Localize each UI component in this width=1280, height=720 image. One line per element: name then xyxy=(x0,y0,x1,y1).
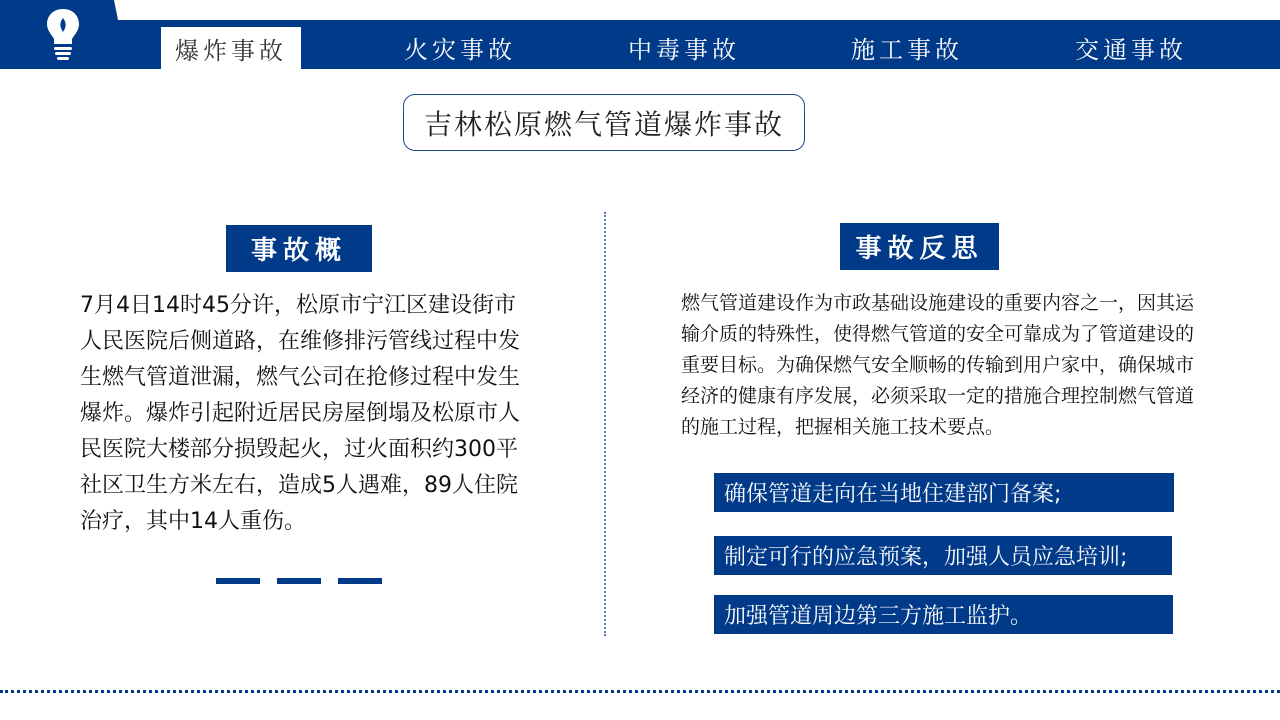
measure-item-2: 制定可行的应急预案，加强人员应急培训; xyxy=(714,536,1172,575)
lightbulb-icon xyxy=(44,6,82,62)
measure-item-3: 加强管道周边第三方施工监护。 xyxy=(714,595,1173,634)
vertical-divider xyxy=(604,212,606,636)
tab-fire[interactable]: 火灾事故 xyxy=(404,35,516,64)
tab-poisoning[interactable]: 中毒事故 xyxy=(628,35,740,64)
tab-construction[interactable]: 施工事故 xyxy=(851,35,963,64)
decorative-dashes xyxy=(216,578,386,584)
page-title: 吉林松原燃气管道爆炸事故 xyxy=(403,94,805,151)
tab-explosion[interactable]: 爆炸事故 xyxy=(161,27,301,69)
measure-item-1: 确保管道走向在当地住建部门备案; xyxy=(714,473,1174,512)
logo-badge xyxy=(0,0,118,69)
overview-label: 事故概 xyxy=(226,225,372,272)
overview-text: 7月4日14时45分许，松原市宁江区建设街市人民医院后侧道路，在维修排污管线过程中发生燃气管道泄漏，燃气公司在抢修过程中发生爆炸。爆炸引起附近居民房屋倒塌及松原市人民医院大楼部分损毁起火，过火面积约300平社区卫生方米左右，造成5人遇难，89人住院治疗，其中14人重伤。 xyxy=(80,293,521,534)
bottom-dotted-line xyxy=(0,690,1280,693)
reflection-label: 事故反思 xyxy=(840,223,999,270)
tab-traffic[interactable]: 交通事故 xyxy=(1075,35,1187,64)
dash-2 xyxy=(277,578,321,584)
reflection-text: 燃气管道建设作为市政基础设施建设的重要内容之一，因其运输介质的特殊性，使得燃气管道的安全可靠成为了管道建设的重要目标。为确保燃气安全顺畅的传输到用户家中，确保城市经济的健康有序发展，必须采取一定的措施合理控制燃气管道的施工过程，把握相关施工技术要点。 xyxy=(681,292,1195,438)
dash-3 xyxy=(338,578,382,584)
dash-1 xyxy=(216,578,260,584)
